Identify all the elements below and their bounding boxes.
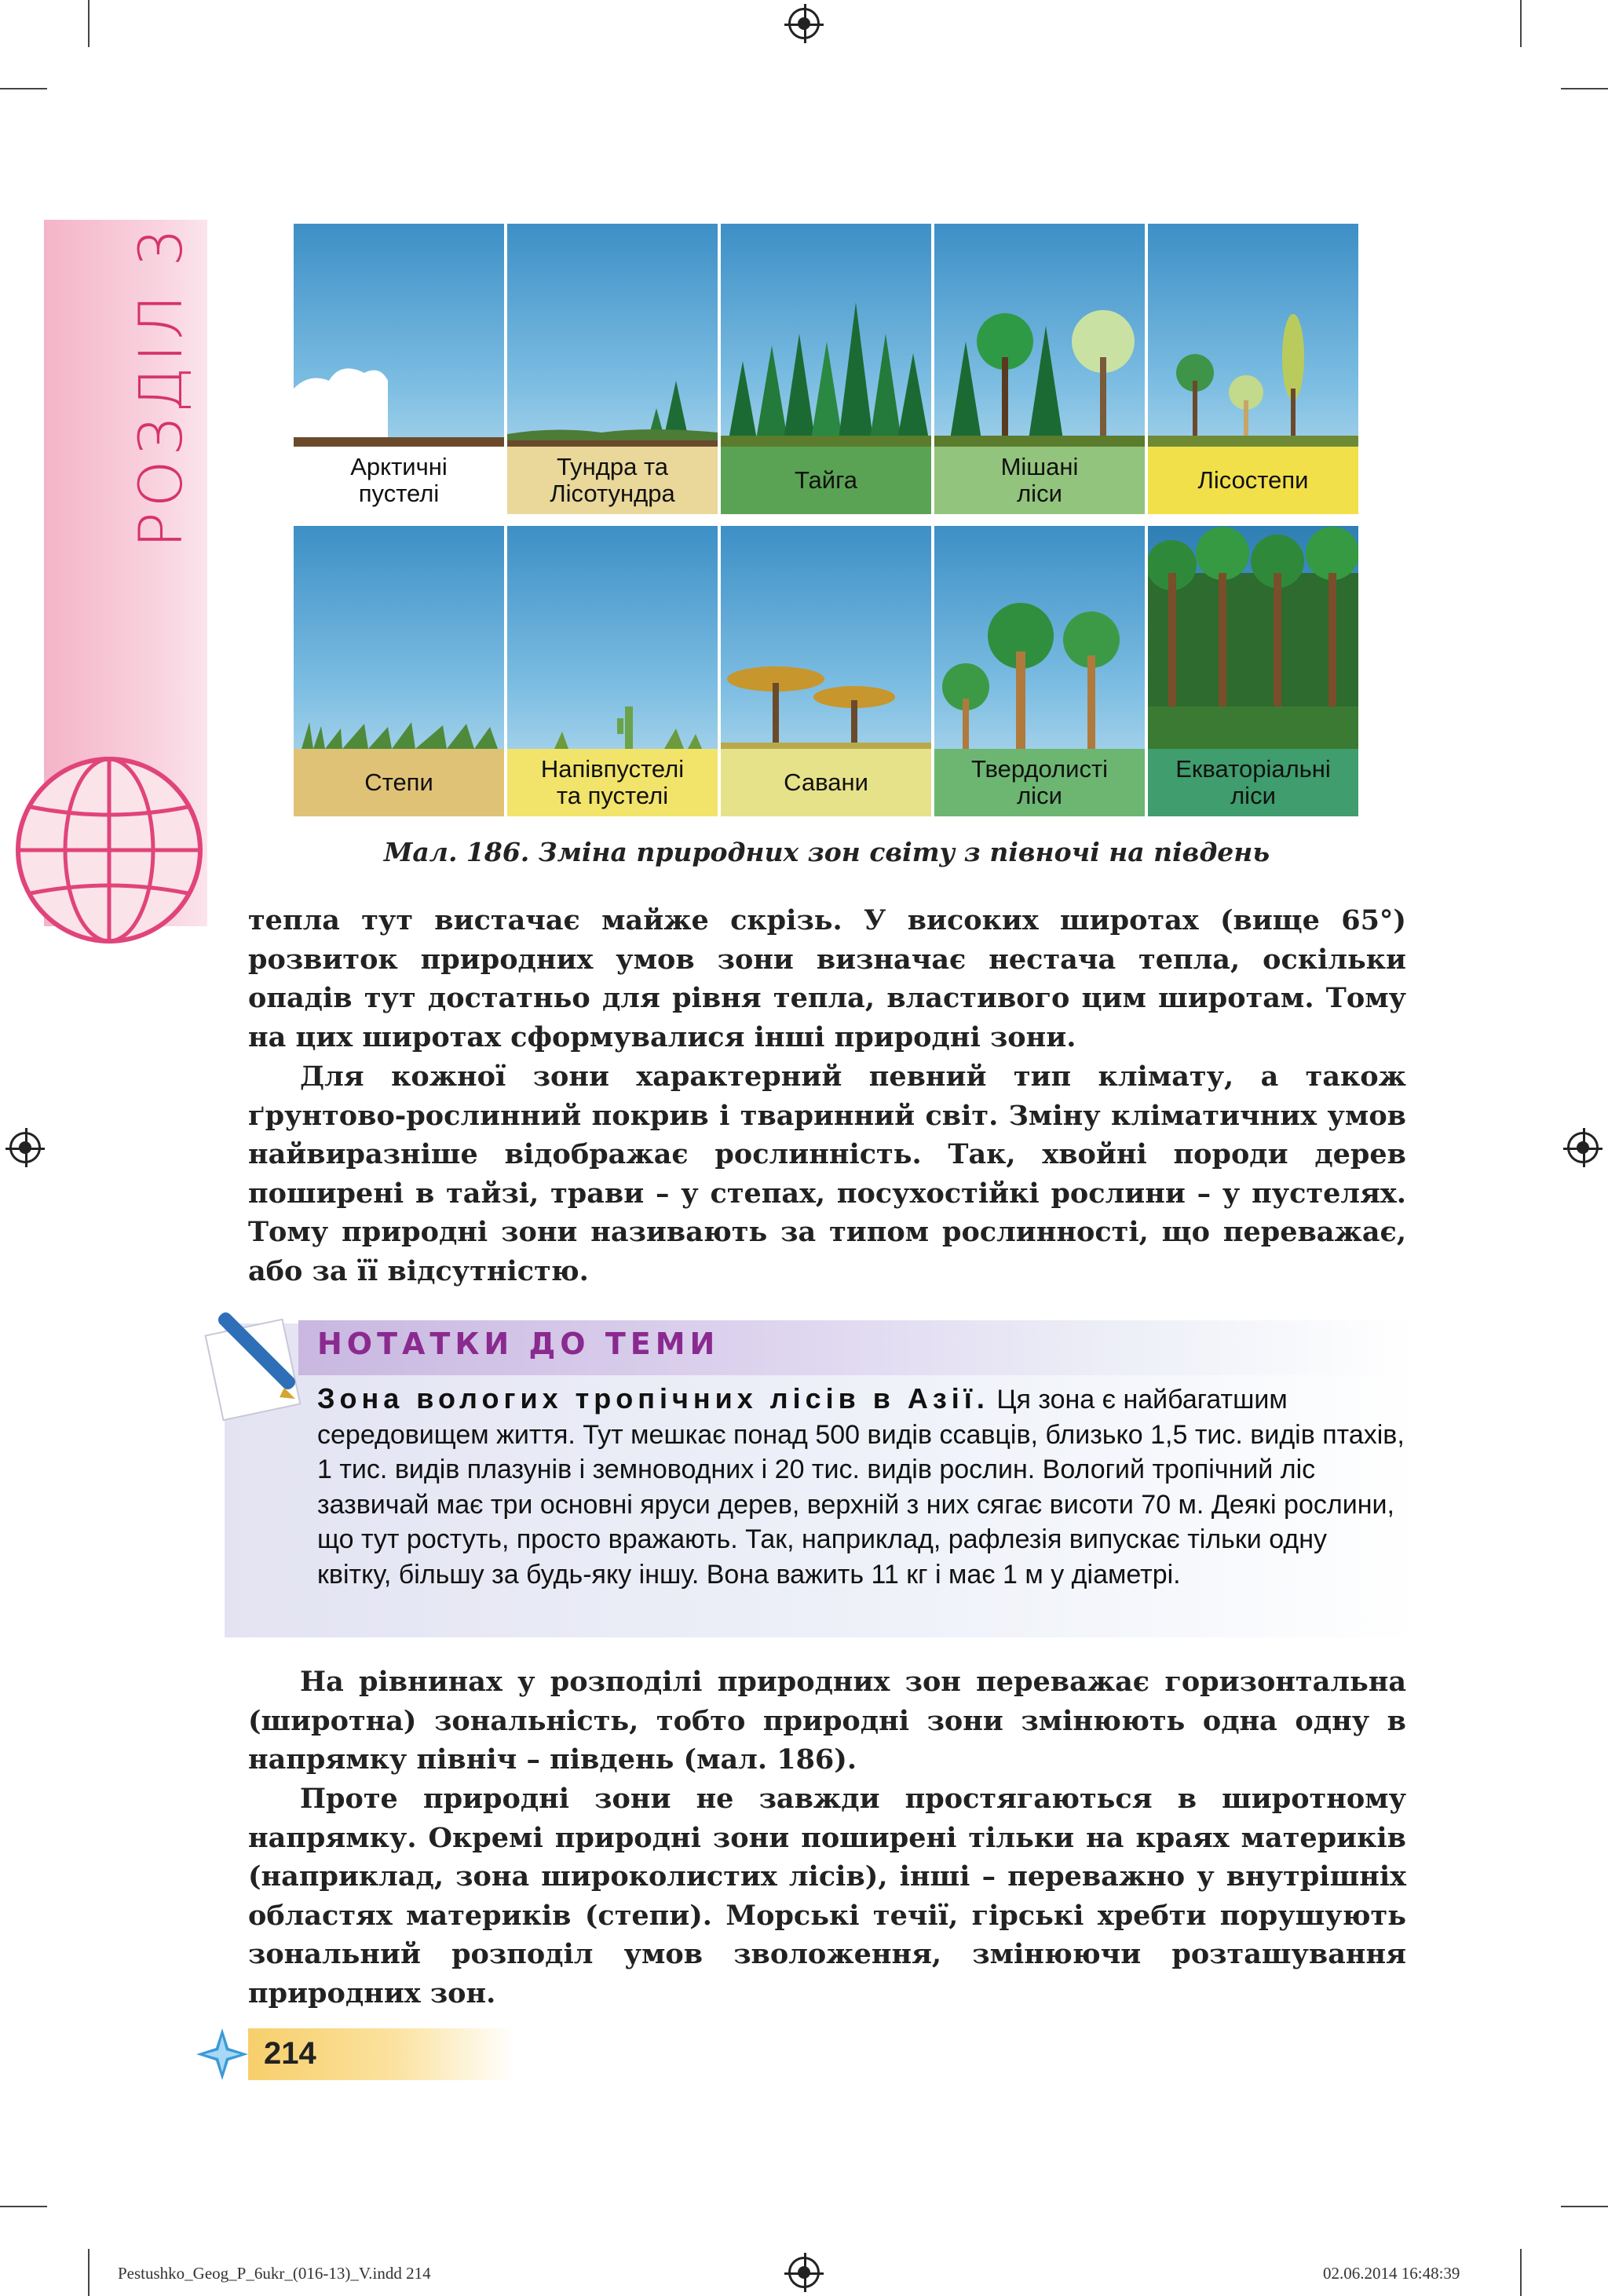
registration-mark-icon: [1567, 1132, 1599, 1163]
notes-text: [317, 1382, 1405, 1592]
zone-panel-tundra: [507, 224, 718, 514]
zone-label: Напівпустелі та пустелі: [507, 749, 718, 816]
zone-label: Тайга: [721, 447, 931, 514]
zone-label: Твердолисті ліси: [934, 749, 1145, 816]
paragraph: Проте природні зони не завжди простягаються в широтному напрямку. Окремі природні зони поширені тільки на краях материків (наприклад, зона широколистих лісів), інші – переважно у внутрішніх областях материків (степи). Морські течії, гірські хребти порушують зональний розподіл умов зволоження, змінюючи розташування природних зон.: [248, 1783, 1406, 2009]
globe-icon: [11, 752, 207, 948]
paragraph: На рівнинах у розподілі природних зон переважає горизонтальна (широтна) зональність, тобто природні зони змінюють одна одну в напрямку північ – південь (мал. 186).: [248, 1666, 1406, 1776]
crop-mark: [1520, 2249, 1522, 2296]
zone-label: Мішані ліси: [934, 447, 1145, 514]
zone-panel-arctic-deserts: [294, 224, 504, 514]
registration-mark-icon: [9, 1132, 41, 1163]
crop-mark: [1520, 0, 1522, 47]
page-number: 214: [264, 2036, 316, 2071]
crop-mark: [1561, 88, 1608, 89]
section-title: РОЗДІЛ 3: [126, 224, 196, 549]
notes-lead: Зона вологих тропічних лісів в Азії.: [317, 1382, 989, 1414]
slug-file: Pestushko_Geog_P_6ukr_(016-13)_V.indd 214: [118, 2264, 431, 2283]
star-icon: [195, 2027, 250, 2082]
zone-panel-steppes: [294, 526, 504, 816]
zone-label: Лісостепи: [1148, 447, 1358, 514]
zone-panel-semideserts: [507, 526, 718, 816]
crop-mark: [0, 2206, 47, 2207]
zone-panel-mixed-forests: [934, 224, 1145, 514]
natural-zones-figure: [294, 224, 1360, 816]
pen-icon: [192, 1295, 325, 1429]
zone-label: Екваторіальні ліси: [1148, 749, 1358, 816]
slug-date: 02.06.2014 16:48:39: [1323, 2264, 1460, 2283]
notes-body: Ця зона є найбагатшим середовищем життя. Тут мешкає понад 500 видів ссавців, близько 1,5 тис. видів птахів, 1 тис. видів плазунів і земноводних і 20 тис. видів рослин. Вологий тропічний ліс зазвичай має три основні яруси дерев, верхній з них сягає висоти 70 м. Деякі рослини, що тут ростуть, просто вражають. Так, наприклад, рафлезія випускає тільки одну квітку, більшу за будь-яку іншу. Вона важить 11 кг і має 1 м у діаметрі.: [317, 1385, 1405, 1590]
crop-mark: [88, 2249, 90, 2296]
crop-mark: [88, 0, 90, 47]
crop-mark: [1561, 2206, 1608, 2207]
zone-label: Арктичні пустелі: [294, 447, 504, 514]
paragraph: тепла тут вистачає майже скрізь. У високих широтах (вище 65°) розвиток природних умов зони визначає нестача тепла, оскільки опадів тут достатньо для рівня тепла, властивого цим широтам. Тому на цих широтах сформувалися інші природні зони.: [248, 904, 1406, 1053]
zone-label: Тундра та Лісотундра: [507, 447, 718, 514]
paragraph: Для кожної зони характерний певний тип клімату, а також ґрунтово-рослинний покрив і тваринний світ. Зміну кліматичних умов найвиразніше відображає рослинність. Так, хвойні породи дерев поширені в тайзі, трави – у степах, посухостійкі рослини – у пустелях. Тому природні зони називають за типом рослинності, що переважає, або за її відсутністю.: [248, 1060, 1406, 1287]
crop-mark: [0, 88, 47, 89]
zone-panel-taiga: [721, 224, 931, 514]
zone-panel-forest-steppes: [1148, 224, 1358, 514]
notes-title: НОТАТКИ ДО ТЕМИ: [317, 1327, 720, 1361]
zone-panel-sclerophyll-forests: [934, 526, 1145, 816]
registration-mark-icon: [788, 8, 820, 39]
zone-label: Степи: [294, 749, 504, 816]
zone-panel-equatorial-forests: [1148, 526, 1358, 816]
zone-label: Савани: [721, 749, 931, 816]
figure-caption: Мал. 186. Зміна природних зон світу з півночі на південь: [383, 837, 1270, 867]
registration-mark-icon: [788, 2257, 820, 2288]
zone-panel-savannas: [721, 526, 931, 816]
